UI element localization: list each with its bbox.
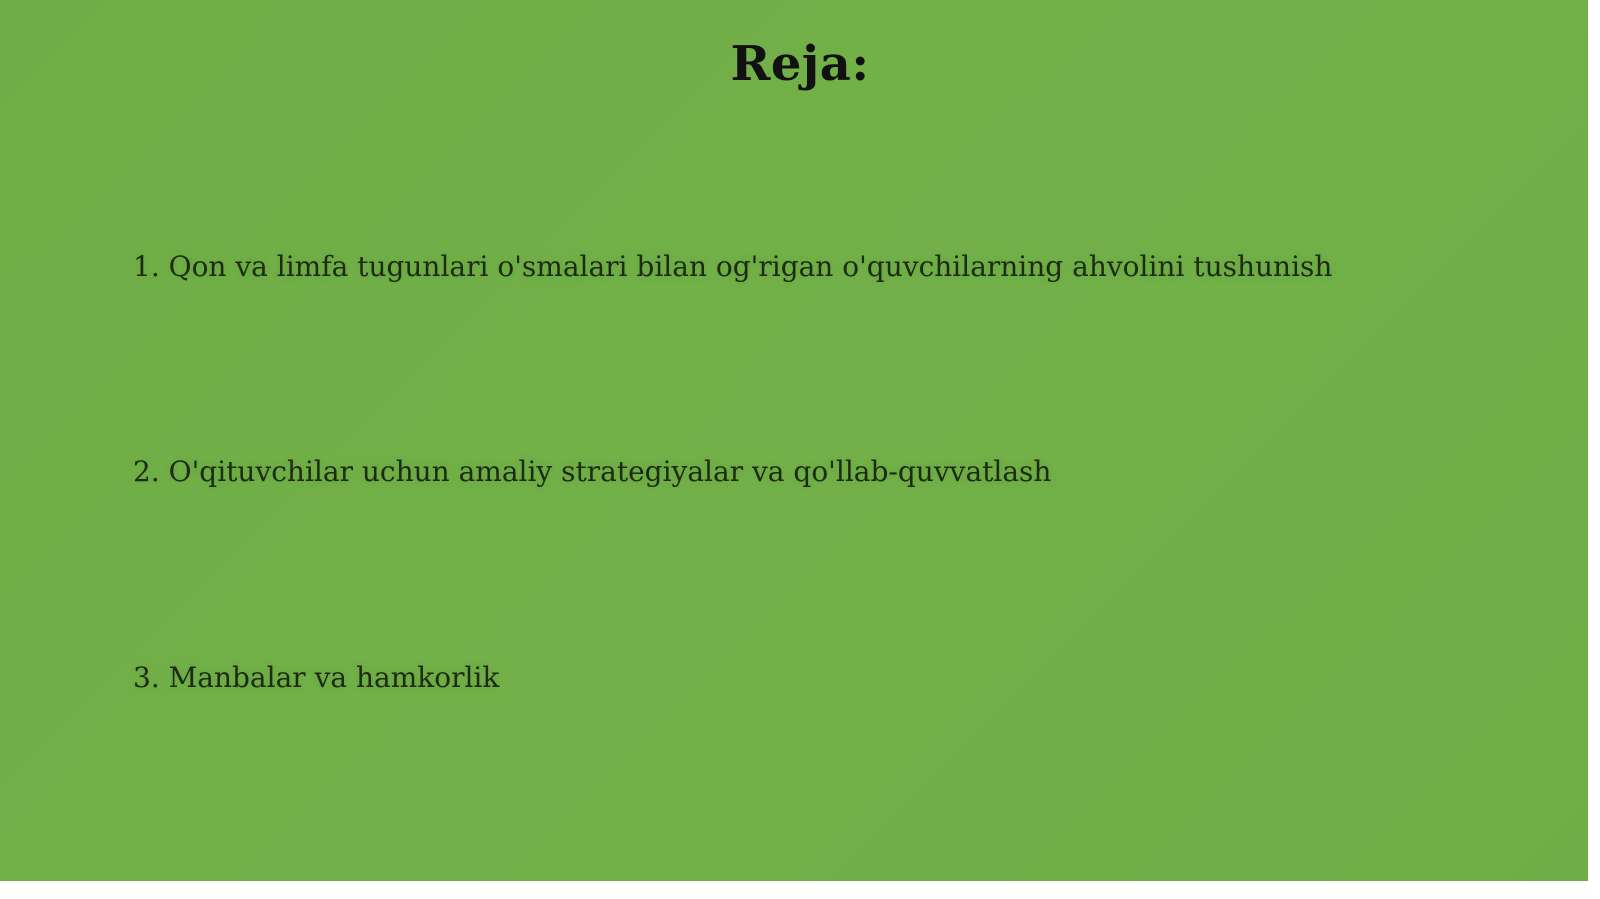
right-border: [1588, 0, 1600, 899]
slide-title: Reja:: [730, 36, 870, 92]
plan-item-1: 1. Qon va limfa tugunlari o'smalari bilan og'rigan o'quvchilarning ahvolini tushunish: [133, 250, 1333, 283]
plan-item-2: 2. O'qituvchilar uchun amaliy strategiyalar va qo'llab-quvvatlash: [133, 455, 1052, 488]
plan-item-3: 3. Manbalar va hamkorlik: [133, 661, 500, 694]
bottom-border: [0, 881, 1600, 899]
